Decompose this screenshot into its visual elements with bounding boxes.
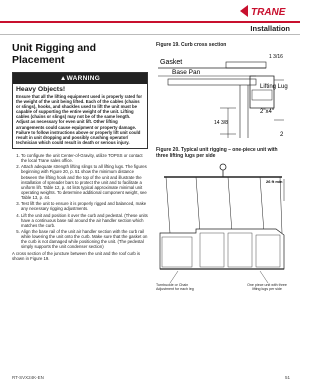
doc-number: RT-SVX24K-EN <box>12 375 44 380</box>
right-column <box>156 42 290 316</box>
lumber-label: 2"x4" <box>260 109 274 115</box>
dim-label: 26 ft min <box>266 179 283 184</box>
rigging-steps <box>12 153 148 249</box>
dim-bottom-label: 14 3/8 <box>214 120 228 126</box>
figure-20-caption: Figure 20. Typical unit rigging – one-piece unit with three lifting lugs per side <box>156 147 278 159</box>
figure-19-caption: Figure 19. Curb cross section <box>156 42 227 48</box>
lifting-lug-label: Lifting Lug <box>260 84 288 90</box>
page-title: Unit Rigging and Placement <box>12 42 96 66</box>
rigging-diagram <box>156 161 290 311</box>
left-column <box>12 42 148 262</box>
curb-cross-section-diagram <box>156 50 290 138</box>
step-5: 5. Align the base rail of the unit air handler section with the curb rail while lowering the unit onto the curb. Make sure that the gasket on the curb is not damaged while positioning the unit. (The pedestal simply supports the unit condenser section) <box>21 229 148 249</box>
warning-box <box>12 72 148 149</box>
step-2: 2. Attach adequate strength lifting slings to all lifting lugs. The figures beginning with Figure 20, p. 51 show the minimum distance between the lifting hook and the top of the unit and illustrate the installation of spreader bars to protect the unit and to facilitate a uniform lift. Table 12, p. 44 lists typical approximate minimal unit operating weights. To determine additional component weight, see Table 13, p. 44. <box>21 164 148 200</box>
base-pan-label: Base Pan <box>172 69 201 76</box>
one-piece-label: One piece unit with three lifting lugs per side <box>247 283 287 292</box>
sub-rule <box>0 34 300 35</box>
dim-right-label: 2 <box>280 132 284 138</box>
trane-logo <box>238 3 290 19</box>
page-number: 51 <box>284 375 290 380</box>
gasket-label: Gasket <box>160 59 183 66</box>
warning-label: ▲WARNING <box>13 73 147 84</box>
dim-top-label: 1 3/16 <box>269 54 283 60</box>
closing-paragraph: A cross section of the juncture between the unit and the roof curb is shown in Figure 19. <box>12 251 141 262</box>
step-1: 1. To configure the unit Center-of-Gravity, utilize TOPSS or contact the local Trane sales office. <box>21 153 148 163</box>
step-4: 4. Lift the unit and position it over the curb and pedestal. (These units have a continuous base rail around the air handler section which matches the curb. <box>21 213 148 228</box>
section-title: Installation <box>250 24 290 33</box>
warning-body: Ensure that all the lifting equipment used is properly rated for the weight of the unit being lifted. Each of the cables (chains or slings), hooks, and shackles used to lift the unit must be capable of supporting the entire weight of the unit. Lifting cables (chains or slings) may not be of the same length. Adjust as necessary for even unit lift. Other lifting arrangements could cause equipment or property damage. Failure to follow instructions above or properly lift unit could result in unit dropping and possibly crushing operator/ technician which could result in death or serious injury. <box>16 94 143 145</box>
logo-text: TRANE <box>251 7 286 18</box>
warning-title: Heavy Objects! <box>16 86 66 93</box>
header-rule <box>0 21 300 23</box>
step-3: 3. Test lift the unit to ensure it is properly rigged and balanced, make any necessary rigging adjustments. <box>21 201 148 211</box>
turnbuckle-label: Turnbuckle or Chain Adjustment for each leg <box>156 283 194 292</box>
